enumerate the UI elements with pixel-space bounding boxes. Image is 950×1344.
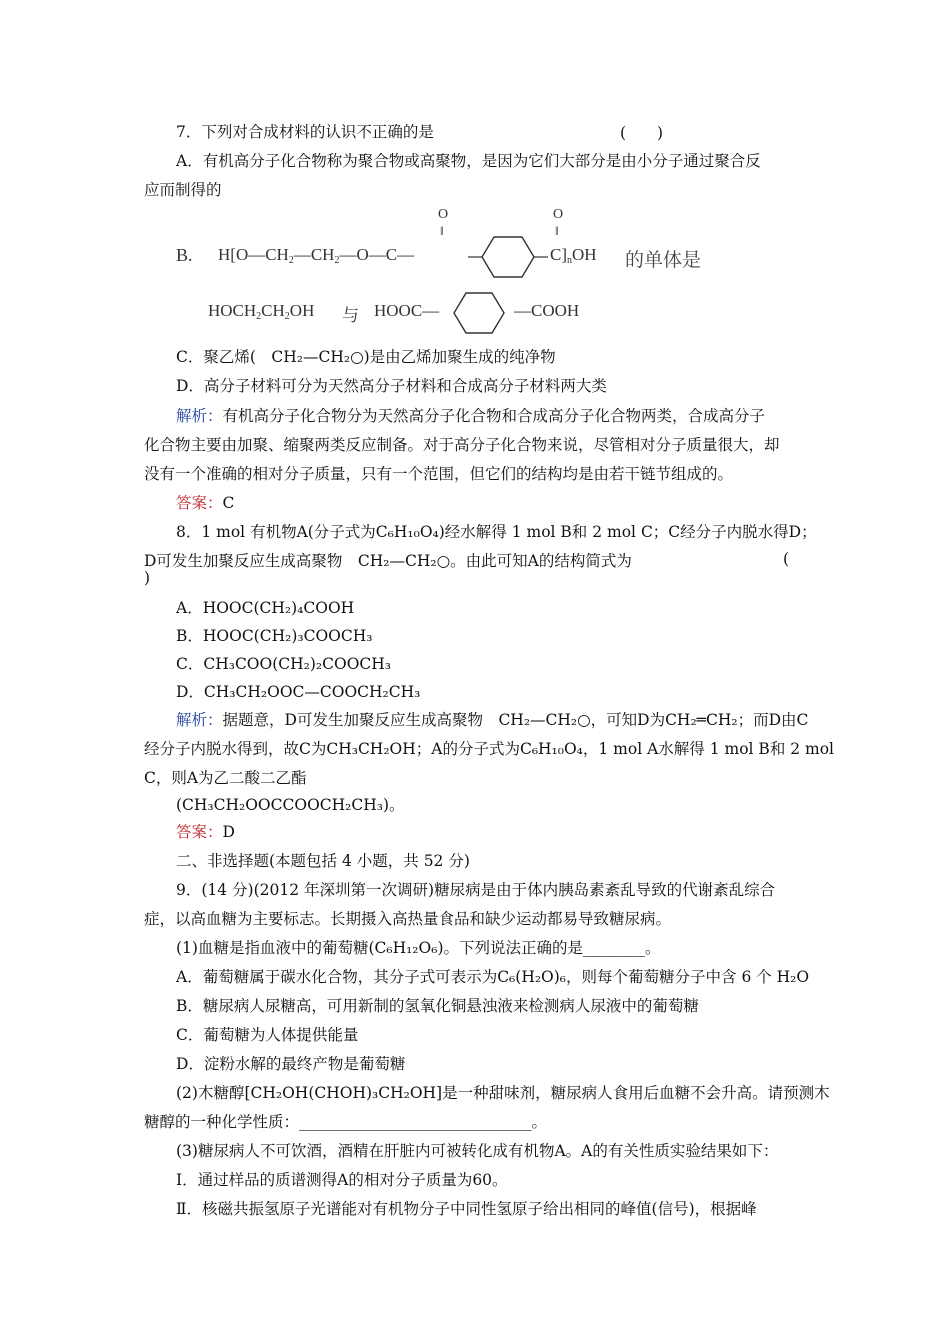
- answer-label: 答案：: [176, 823, 223, 841]
- benzene-ring-icon: [446, 291, 512, 335]
- q9-part2-line2: 糖醇的一种化学性质：______________________________。: [144, 1113, 548, 1131]
- q9-part3: (3)糖尿病人不可饮酒，酒精在肝脏内可被转化成有机物A。A的有关性质实验结果如下：: [176, 1142, 779, 1160]
- benzene-ring-icon: [468, 235, 548, 279]
- q8-answer: 答案：D: [176, 823, 235, 841]
- q7-monomer-acid-right: —COOH: [514, 301, 580, 320]
- q7-monomer-acid-left: HOOC—: [374, 301, 440, 320]
- q9-part1: (1)血糖是指血液中的葡萄糖(C₆H₁₂O₆)。下列说法正确的是________。: [176, 939, 661, 957]
- q8-bracket-open: (: [783, 550, 790, 568]
- q7-analysis-line2: 化合物主要由加聚、缩聚两类反应制备。对于高分子化合物来说，尽管相对分子质量很大，却: [144, 436, 780, 454]
- answer-label: 答案：: [176, 494, 223, 512]
- carbonyl-o-right: O: [553, 207, 564, 222]
- q9-part2-line1: (2)木糖醇[CH₂OH(CHOH)₃CH₂OH]是一种甜味剂，糖尿病人食用后血糖不会升高。请预测木: [176, 1084, 830, 1102]
- q9-part1-option-c: C．葡萄糖为人体提供能量: [176, 1026, 359, 1044]
- q8-analysis-line3: C，则A为乙二酸二乙酯: [144, 769, 307, 787]
- q7-monomer-glycol: $HOCH_2CH_2OH$: [208, 301, 315, 322]
- q8-analysis-line1: 解析：据题意，D可发生加聚反应生成高聚物 CH₂—CH₂○，可知D为CH₂═CH₂；而D由C: [176, 711, 809, 729]
- q7-answer-bracket: ( ): [620, 124, 664, 142]
- q8-stem-line1: 8．1 mol 有机物A(分子式为C₆H₁₀O₄)经水解得 1 mol B和 2 mol C；C经分子内脱水得D；: [176, 523, 817, 541]
- analysis-label: 解析：: [176, 711, 223, 729]
- analysis-label: 解析：: [176, 407, 223, 425]
- q9-stem-line2: 症，以高血糖为主要标志。长期摄入高热量食品和缺少运动都易导致糖尿病。: [144, 910, 672, 928]
- q7-option-b-polymer-left: $H[O—CH_2—CH_2—O—C—$: [218, 245, 415, 266]
- q9-part3-item2: Ⅱ．核磁共振氢原子光谱能对有机物分子中同性氢原子给出相同的峰值(信号)，根据峰: [176, 1200, 757, 1218]
- q9-part1-option-d: D．淀粉水解的最终产物是葡萄糖: [176, 1055, 406, 1073]
- double-bond-left: ‖: [440, 223, 444, 238]
- q7-stem: 7．下列对合成材料的认识不正确的是: [176, 123, 434, 141]
- double-bond-right: ‖: [555, 223, 559, 238]
- q7-option-d: D．高分子材料可分为天然高分子材料和合成高分子材料两大类: [176, 377, 607, 395]
- q7-analysis-line3: 没有一个准确的相对分子质量，只有一个范围，但它们的结构均是由若干链节组成的。: [144, 465, 734, 483]
- q7-option-b-label: B.: [176, 245, 193, 265]
- q8-analysis-line4: (CH₃CH₂OOCCOOCH₂CH₃)。: [176, 796, 405, 814]
- q9-stem-line1: 9．(14 分)(2012 年深圳第一次调研)糖尿病是由于体内胰岛素紊乱导致的代谢紊乱综合: [176, 881, 776, 899]
- q8-stem-line2: D可发生加聚反应生成高聚物 CH₂—CH₂○。由此可知A的结构简式为: [144, 552, 632, 570]
- q7-option-a-line1: A．有机高分子化合物称为聚合物或高聚物，是因为它们大部分是由小分子通过聚合反: [176, 152, 761, 170]
- q7-answer: 答案：C: [176, 494, 235, 512]
- q8-option-b: B．HOOC(CH₂)₃COOCH₃: [176, 627, 373, 645]
- q7-option-a-line2: 应而制得的: [144, 181, 222, 199]
- q8-option-a: A．HOOC(CH₂)₄COOH: [176, 599, 355, 617]
- q7-analysis-line1: 解析：有机高分子化合物分为天然高分子化合物和合成高分子化合物两类，合成高分子: [176, 407, 766, 425]
- q8-option-c: C．CH₃COO(CH₂)₂COOCH₃: [176, 655, 391, 673]
- q7-option-c: C．聚乙烯( CH₂—CH₂○)是由乙烯加聚生成的纯净物: [176, 348, 556, 366]
- q9-part1-option-a: A．葡萄糖属于碳水化合物，其分子式可表示为C₆(H₂O)₆，则每个葡萄糖分子中含 6 个 H₂O: [176, 968, 810, 986]
- q7-option-b-polymer-right: $C]_nOH$: [550, 245, 597, 266]
- q9-part1-option-b: B．糖尿病人尿糖高，可用新制的氢氧化铜悬浊液来检测病人尿液中的葡萄糖: [176, 997, 699, 1015]
- q9-part3-item1: Ⅰ．通过样品的质谱测得A的相对分子质量为60。: [176, 1171, 508, 1189]
- section-heading: 二、非选择题(本题包括 4 小题，共 52 分): [176, 852, 470, 870]
- q7-option-b-suffix: 的单体是: [625, 250, 702, 271]
- carbonyl-o-left: O: [438, 207, 449, 222]
- q7-monomer-and: 与: [342, 306, 359, 325]
- q8-analysis-line2: 经分子内脱水得到，故C为CH₃CH₂OH；A的分子式为C₆H₁₀O₄，1 mol A水解得 1 mol B和 2 mol: [144, 740, 835, 758]
- q7-option-b-structure: [170, 205, 730, 335]
- q8-option-d: D．CH₃CH₂OOC—COOCH₂CH₃: [176, 683, 421, 701]
- q8-bracket-close: ): [144, 569, 151, 587]
